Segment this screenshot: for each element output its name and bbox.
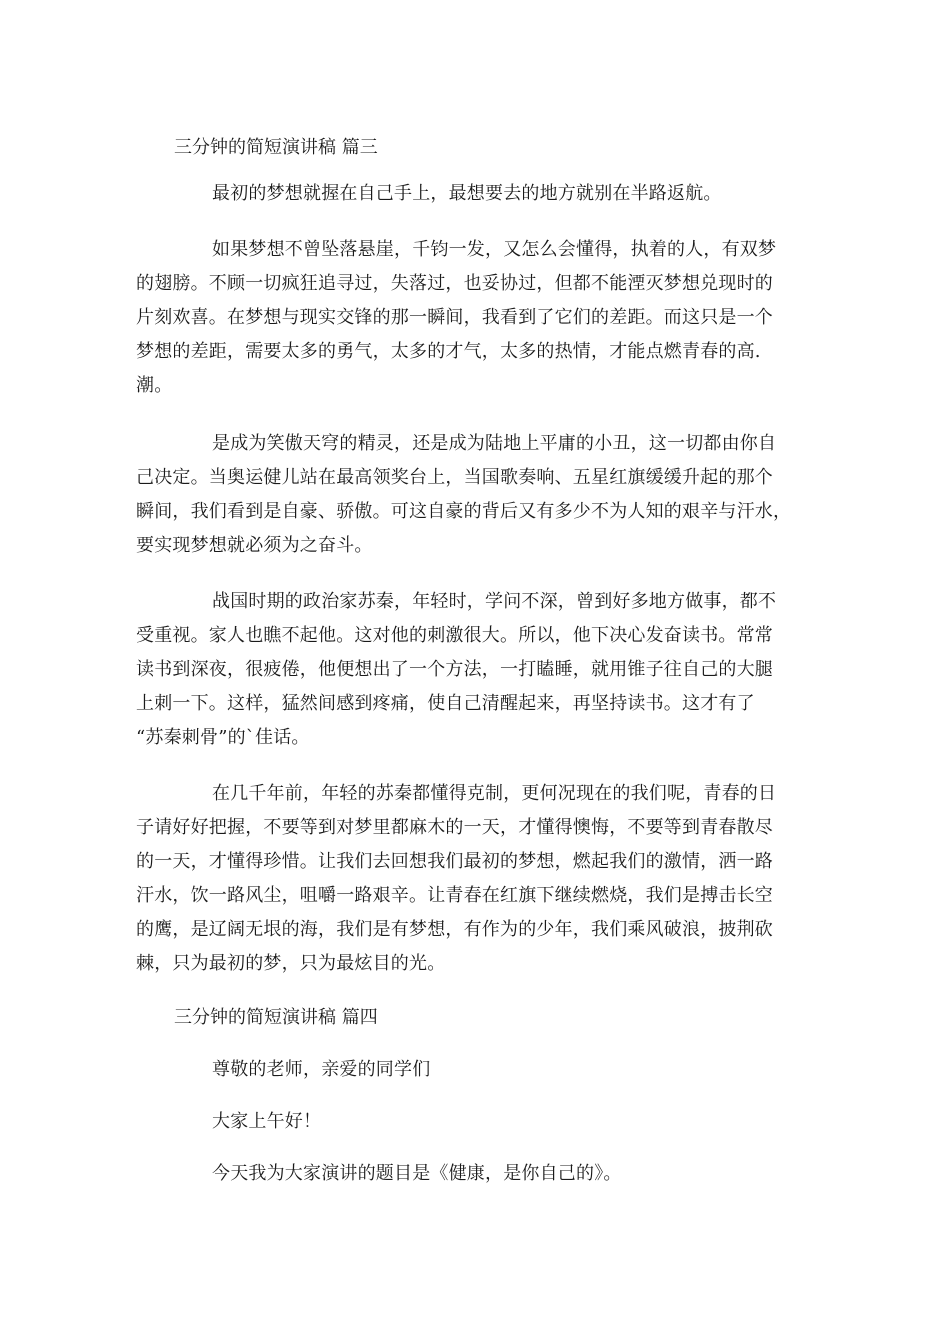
paragraph-line: 是成为笑傲天穹的精灵，还是成为陆地上平庸的小丑，这一切都由你自 (212, 433, 777, 454)
paragraph-line: 在几千年前，年轻的苏秦都懂得克制，更何况现在的我们呢，青春的日 (212, 783, 777, 804)
paragraph (136, 177, 820, 211)
paragraph (136, 777, 820, 981)
paragraph-line: 瞬间，我们看到是自豪、骄傲。可这自豪的背后又有多少不为人知的艰辛与汗水， (136, 501, 792, 522)
paragraph-line: 尊敬的老师，亲爱的同学们 (212, 1059, 431, 1080)
paragraph-line: 汗水，饮一路风尘，咀嚼一路艰辛。让青春在红旗下继续燃烧，我们是搏击长空 (136, 885, 773, 906)
paragraph-line: 读书到深夜，很疲倦，他便想出了一个方法，一打瞌睡，就用锥子往自己的大腿 (136, 659, 773, 680)
paragraph-line: 受重视。家人也瞧不起他。这对他的刺激很大。所以，他下决心发奋读书。常常 (136, 625, 773, 646)
section-heading: 三分钟的简短演讲稿 篇四 (174, 1007, 378, 1028)
paragraph-line: 己决定。当奥运健儿站在最高领奖台上，当国歌奏响、五星红旗缓缓升起的那个 (136, 467, 773, 488)
paragraph-line: 如果梦想不曾坠落悬崖，千钧一发，又怎么会懂得，执着的人，有双梦 (212, 239, 777, 260)
paragraph (136, 585, 820, 755)
paragraph (136, 1053, 820, 1087)
paragraph (136, 427, 820, 563)
paragraph-line: 今天我为大家演讲的题目是《健康，是你自己的》。 (212, 1163, 622, 1184)
paragraph-line: 要实现梦想就必须为之奋斗。 (136, 535, 373, 556)
paragraph-line: 潮。 (136, 375, 173, 396)
paragraph-line: 最初的梦想就握在自己手上，最想要去的地方就别在半路返航。 (212, 183, 722, 204)
section-heading: 三分钟的简短演讲稿 篇三 (174, 137, 378, 158)
paragraph-line: 大家上午好！ (212, 1111, 322, 1132)
paragraph-line: 的鹰，是辽阔无垠的海，我们是有梦想，有作为的少年，我们乘风破浪，披荆砍 (136, 919, 773, 940)
paragraph-line: 上刺一下。这样，猛然间感到疼痛，使自己清醒起来，再坚持读书。这才有了 (136, 693, 755, 714)
paragraph (136, 233, 820, 403)
paragraph (136, 1105, 820, 1139)
document-body (136, 131, 820, 1204)
paragraph-line: “苏秦刺骨”的`佳话。 (136, 727, 310, 748)
paragraph-line: 战国时期的政治家苏秦，年轻时，学问不深，曾到好多地方做事，都不 (212, 591, 777, 612)
paragraph-line: 棘，只为最初的梦，只为最炫目的光。 (136, 953, 446, 974)
paragraph-line: 梦想的差距，需要太多的勇气，太多的才气，太多的热情，才能点燃青春的高. (136, 341, 761, 362)
paragraph-line: 的翅膀。不顾一切疯狂追寻过，失落过，也妥协过，但都不能湮灭梦想兑现时的 (136, 273, 773, 294)
paragraph-line: 的一天，才懂得珍惜。让我们去回想我们最初的梦想，燃起我们的激情，洒一路 (136, 851, 773, 872)
paragraph (136, 1157, 820, 1191)
paragraph-line: 子请好好把握，不要等到对梦里都麻木的一天，才懂得懊悔，不要等到青春散尽 (136, 817, 773, 838)
paragraph-line: 片刻欢喜。在梦想与现实交锋的那一瞬间，我看到了它们的差距。而这只是一个 (136, 307, 773, 328)
